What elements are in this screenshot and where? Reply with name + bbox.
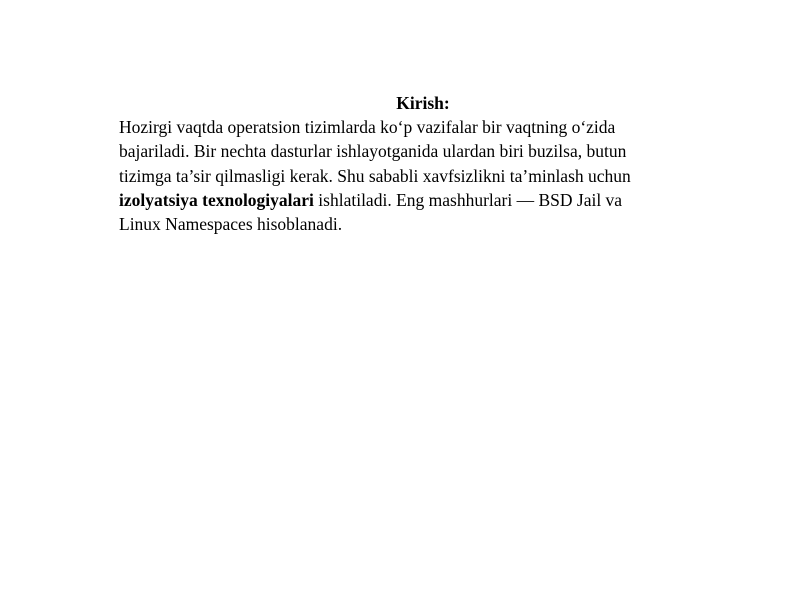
paragraph-line-4-rest: ishlatiladi. Eng mashhurlari — BSD Jail va — [313, 189, 623, 210]
section-heading: Kirish: — [396, 93, 450, 113]
paragraph-line-4 — [119, 188, 719, 212]
paragraph-line-5: Linux Namespaces hisoblanadi. — [119, 214, 343, 235]
paragraph-line-1: Hozirgi vaqtda operatsion tizimlarda ko‘p vazifalar bir vaqtning o‘zida — [119, 117, 616, 138]
paragraph-line-2: bajariladi. Bir nechta dasturlar ishlayotganida ulardan biri buzilsa, butun — [119, 141, 627, 162]
bold-term: izolyatsiya texnologiyalari — [119, 189, 314, 210]
document-body — [119, 91, 719, 236]
paragraph-line-3: tizimga ta’sir qilmasligi kerak. Shu sababli xavfsizlikni ta’minlash uchun — [119, 165, 631, 186]
intro-paragraph — [119, 115, 719, 236]
